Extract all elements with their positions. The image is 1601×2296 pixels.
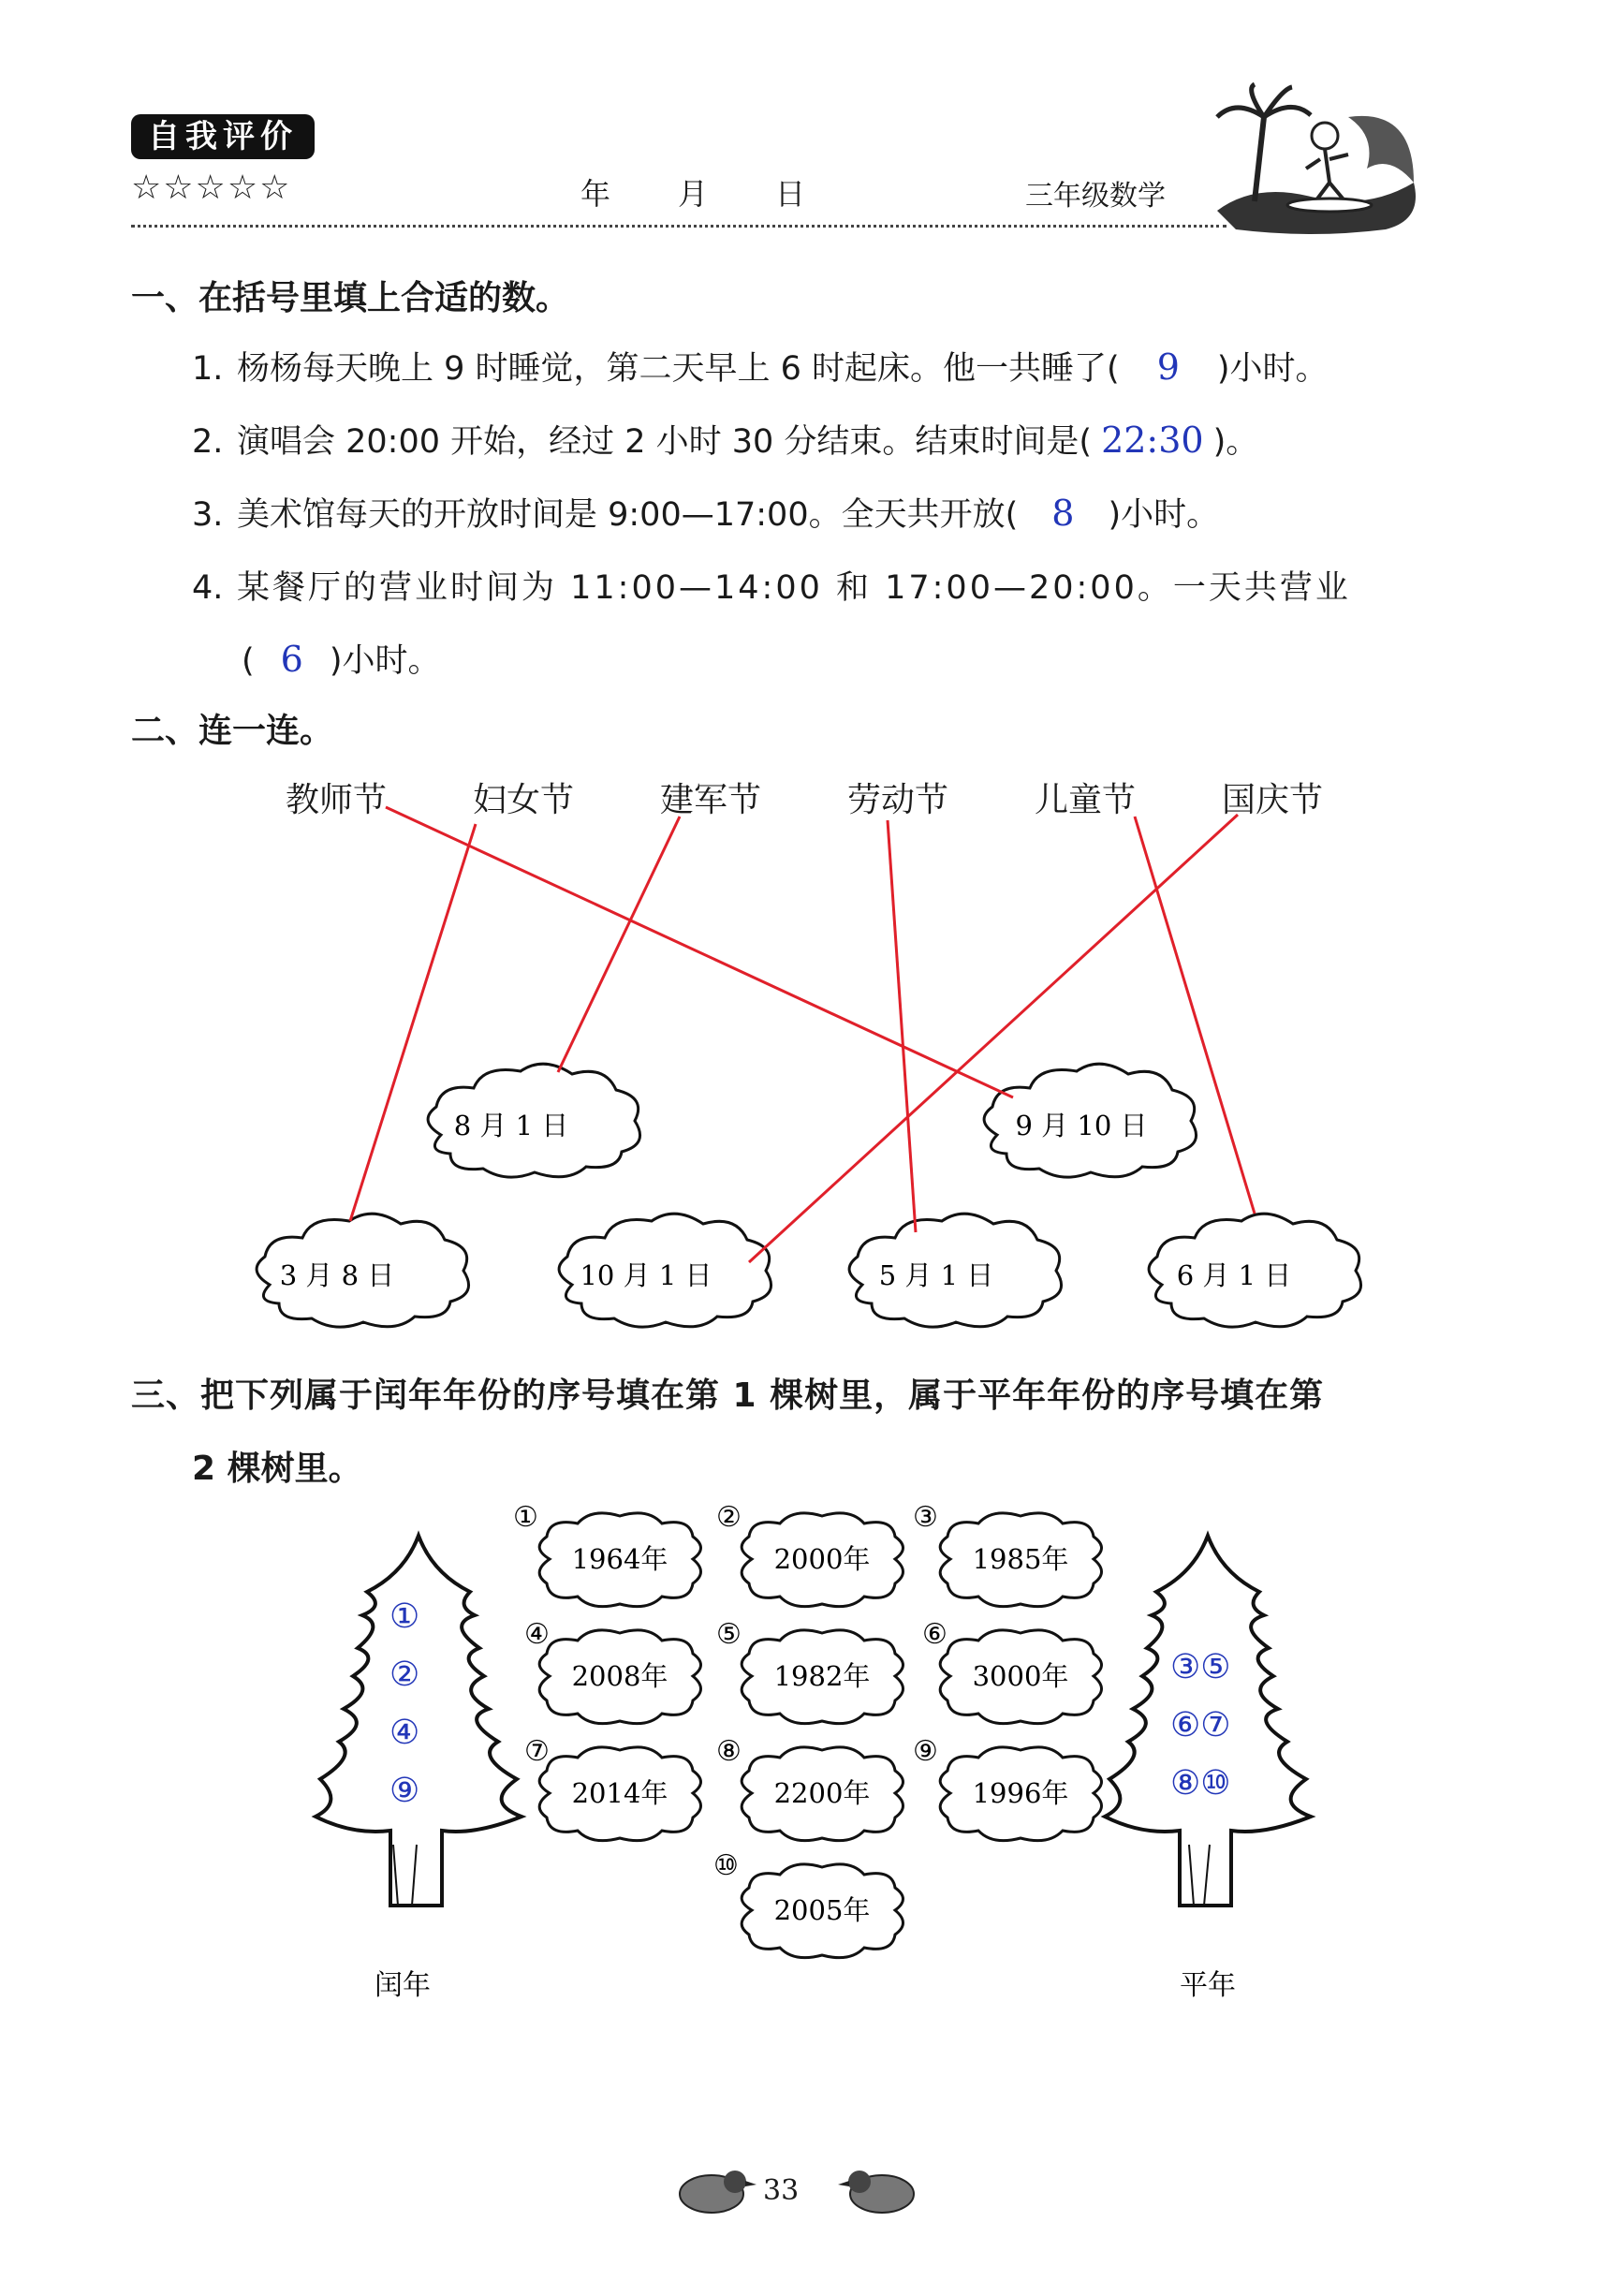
q1-number: 1. xyxy=(192,350,224,388)
year-item-9[interactable] xyxy=(913,1735,1102,1841)
q3-answer[interactable]: 8 xyxy=(1051,493,1075,534)
date-oct-1: 10 月 1 日 xyxy=(580,1259,712,1291)
q4-open: ( xyxy=(242,642,255,680)
date-aug-1: 8 月 1 日 xyxy=(453,1110,569,1141)
right-bird-icon xyxy=(838,2171,914,2213)
line-army-day-aug-1 xyxy=(558,817,680,1072)
month-label: 月 xyxy=(677,176,708,212)
item-5-year: 1982年 xyxy=(773,1660,871,1692)
q4-answer[interactable]: 6 xyxy=(280,639,303,680)
footer-birds xyxy=(665,2158,946,2224)
item-9-number: ⑨ xyxy=(913,1735,938,1768)
item-3-year: 1985年 xyxy=(972,1543,1069,1575)
q2-text: 演唱会 20:00 开始，经过 2 小时 30 分结束。结束时间是( xyxy=(237,423,1093,461)
leap-tree-label: 闰年 xyxy=(375,1969,431,2002)
cloud-sep-10[interactable] xyxy=(984,1064,1196,1177)
year-item-10[interactable] xyxy=(713,1849,903,1958)
line-teachers-day-sep-10 xyxy=(386,807,1013,1097)
common-answer-2[interactable]: ⑥⑦ xyxy=(1170,1706,1231,1744)
q2-number: 2. xyxy=(192,423,224,461)
item-10-year: 2005年 xyxy=(773,1894,871,1926)
item-5-number: ⑤ xyxy=(716,1618,742,1651)
section2-title: 二、连一连。 xyxy=(131,712,334,750)
festival-teachers-day[interactable]: 教师节 xyxy=(286,781,388,819)
leap-answer-2[interactable]: ② xyxy=(389,1656,420,1694)
line-labor-day-may-1 xyxy=(888,820,916,1232)
page-number: 33 xyxy=(763,2174,800,2207)
section1-title: 一、在括号里填上合适的数。 xyxy=(131,279,570,317)
year-item-3[interactable] xyxy=(913,1501,1102,1607)
day-label: 日 xyxy=(774,176,805,212)
section3-title-line2: 2 棵树里。 xyxy=(192,1450,362,1488)
item-3-number: ③ xyxy=(913,1501,938,1534)
item-4-year: 2008年 xyxy=(571,1660,668,1692)
cloud-mar-8[interactable] xyxy=(257,1214,468,1327)
date-mar-8: 3 月 8 日 xyxy=(279,1259,395,1291)
cloud-may-1[interactable] xyxy=(849,1214,1061,1327)
q4-tail: )小时。 xyxy=(329,642,441,680)
q3-tail: )小时。 xyxy=(1108,496,1220,534)
q4-text: 某餐厅的营业时间为 11:00—14:00 和 17:00—20:00。一天共营业 xyxy=(237,569,1351,607)
festival-childrens-day[interactable]: 儿童节 xyxy=(1035,781,1137,819)
item-2-number: ② xyxy=(716,1501,742,1534)
item-6-year: 3000年 xyxy=(972,1660,1069,1692)
festival-labor-day[interactable]: 劳动节 xyxy=(847,781,949,819)
item-8-year: 2200年 xyxy=(773,1777,871,1809)
date-may-1: 5 月 1 日 xyxy=(878,1259,994,1291)
leap-answer-1[interactable]: ① xyxy=(389,1597,420,1636)
q1-text: 杨杨每天晚上 9 时睡觉，第二天早上 6 时起床。他一共睡了( xyxy=(237,350,1120,388)
rating-stars[interactable]: ☆☆☆☆☆ xyxy=(131,169,292,207)
year-item-2[interactable] xyxy=(716,1501,903,1607)
year-item-1[interactable] xyxy=(513,1501,701,1607)
date-sep-10: 9 月 10 日 xyxy=(1015,1110,1148,1141)
cloud-jun-1[interactable] xyxy=(1149,1214,1360,1327)
cloud-oct-1[interactable] xyxy=(559,1214,771,1327)
leap-answer-3[interactable]: ④ xyxy=(389,1714,420,1752)
common-answer-1[interactable]: ③⑤ xyxy=(1170,1648,1231,1686)
q4-number: 4. xyxy=(192,569,224,607)
self-evaluation-badge: 自我评价 xyxy=(131,114,315,159)
leap-answer-4[interactable]: ⑨ xyxy=(389,1772,420,1810)
festival-womens-day[interactable]: 妇女节 xyxy=(473,781,575,819)
section3-title-line1: 三、把下列属于闰年年份的序号填在第 1 棵树里，属于平年年份的序号填在第 xyxy=(131,1376,1325,1415)
item-7-year: 2014年 xyxy=(571,1777,668,1809)
festival-army-day[interactable]: 建军节 xyxy=(660,781,762,819)
item-2-year: 2000年 xyxy=(773,1543,871,1575)
year-item-5[interactable] xyxy=(716,1618,903,1724)
q2-tail: )。 xyxy=(1212,423,1259,461)
festival-national-day[interactable]: 国庆节 xyxy=(1222,781,1324,819)
item-8-number: ⑧ xyxy=(716,1735,742,1768)
item-4-number: ④ xyxy=(524,1618,550,1651)
year-item-8[interactable] xyxy=(716,1735,903,1841)
tree-sorting-area xyxy=(0,1489,1601,2051)
q3-number: 3. xyxy=(192,496,224,534)
q2-answer[interactable]: 22:30 xyxy=(1101,419,1204,461)
common-answer-3[interactable]: ⑧⑩ xyxy=(1170,1764,1231,1803)
year-item-4[interactable] xyxy=(524,1618,701,1724)
date-jun-1: 6 月 1 日 xyxy=(1176,1259,1292,1291)
item-10-number: ⑩ xyxy=(713,1849,739,1882)
item-7-number: ⑦ xyxy=(524,1735,550,1768)
q1-answer[interactable]: 9 xyxy=(1156,346,1180,388)
item-1-number: ① xyxy=(513,1501,538,1534)
item-1-year: 1964年 xyxy=(571,1543,668,1575)
cloud-aug-1[interactable] xyxy=(428,1064,639,1177)
item-9-year: 1996年 xyxy=(972,1777,1069,1809)
year-item-6[interactable] xyxy=(922,1618,1102,1724)
common-tree-label: 平年 xyxy=(1180,1969,1236,2002)
item-6-number: ⑥ xyxy=(922,1618,947,1651)
q3-text: 美术馆每天的开放时间是 9:00—17:00。全天共开放( xyxy=(237,496,1019,534)
year-item-7[interactable] xyxy=(524,1735,701,1841)
q1-tail: )小时。 xyxy=(1216,350,1329,388)
line-national-day-oct-1 xyxy=(749,815,1238,1262)
grade-subject: 三年级数学 xyxy=(1025,180,1166,213)
year-label: 年 xyxy=(580,176,611,212)
left-bird-icon xyxy=(680,2171,756,2213)
